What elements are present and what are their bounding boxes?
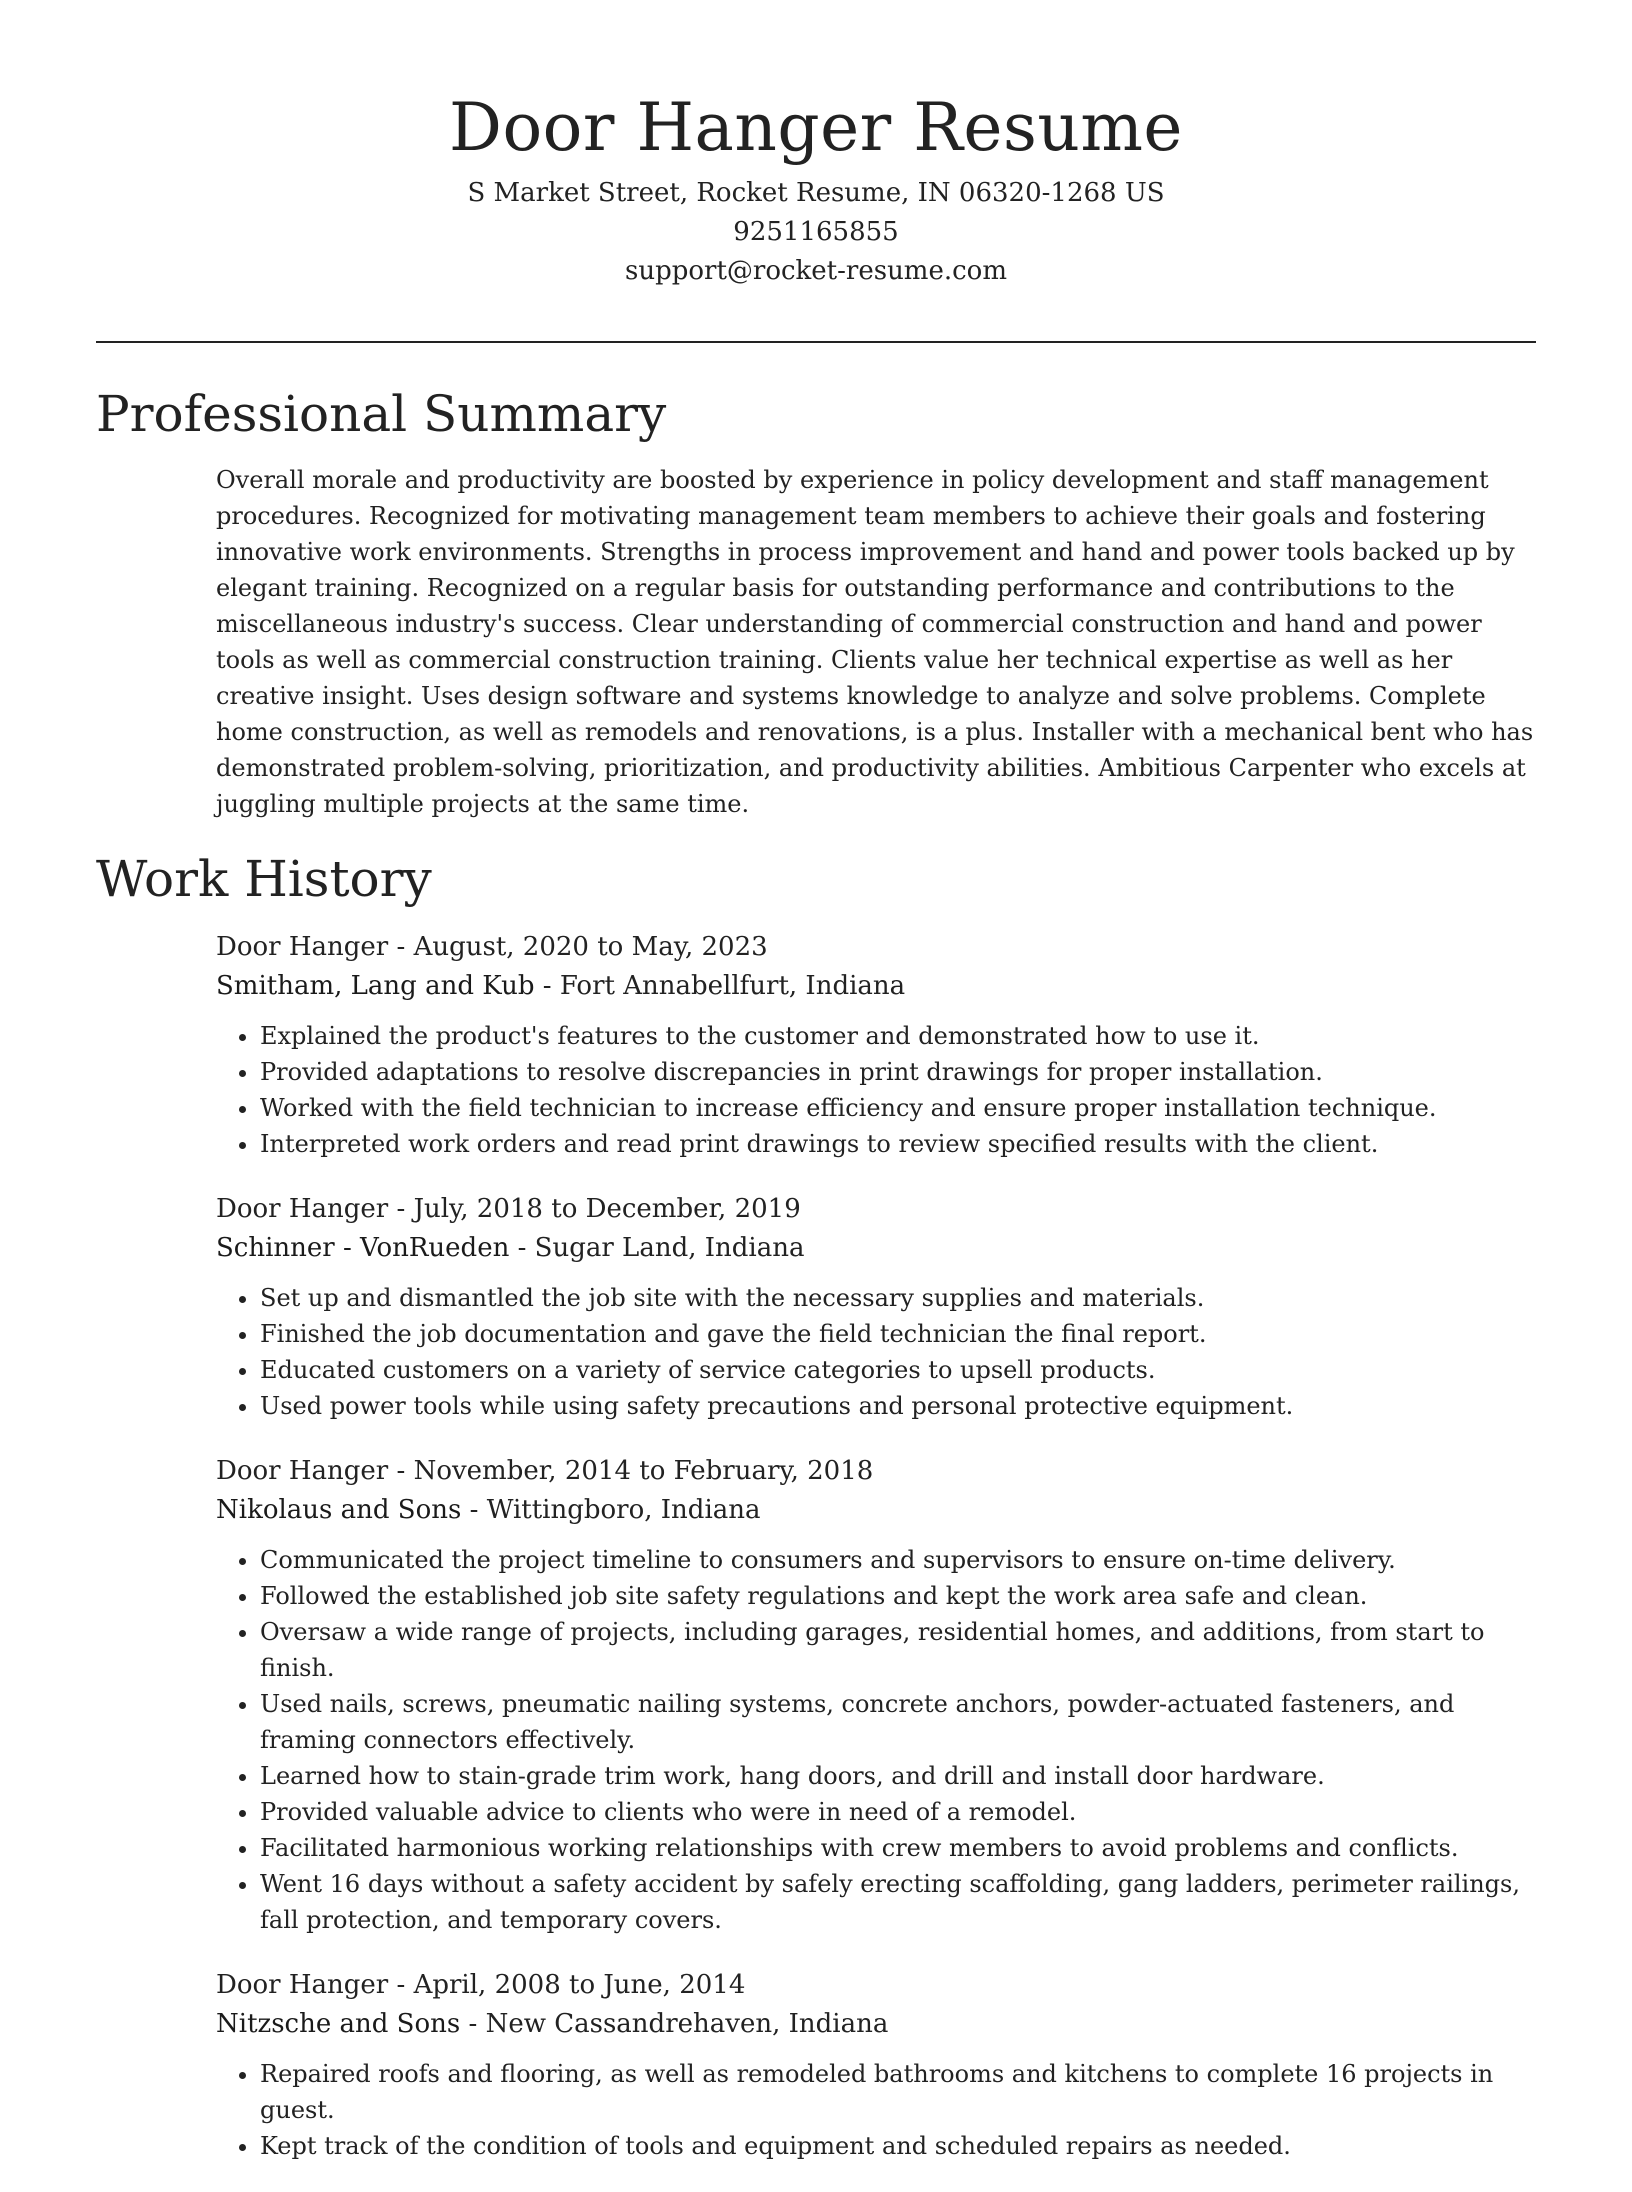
separator: -	[461, 1495, 487, 1525]
job-entry	[216, 928, 1546, 1162]
job-company-line	[216, 1491, 1546, 1530]
separator: -	[534, 971, 560, 1001]
job-duty: • Finished the job documentation and gave the field technician the final report.	[260, 1316, 1546, 1352]
address: S Market Street, Rocket Resume, IN 06320-1268 US	[467, 178, 1165, 208]
job-duty: • Used power tools while using safety precautions and personal protective equipment.	[260, 1388, 1546, 1424]
separator: -	[509, 1233, 535, 1263]
job-company-line	[216, 1229, 1546, 1268]
job-duty: • Communicated the project timeline to consumers and supervisors to ensure on-time delivery.	[260, 1542, 1546, 1578]
job-title-line	[216, 928, 1546, 967]
job-duty: • Kept track of the condition of tools and equipment and scheduled repairs as needed.	[260, 2128, 1546, 2164]
job-company-line	[216, 967, 1546, 1006]
separator: -	[388, 1970, 414, 2000]
separator: -	[388, 932, 414, 962]
phone-number: 9251165855	[733, 217, 899, 247]
job-duty: • Went 16 days without a safety accident by safely erecting scaffolding, gang ladders, perimeter railings, fall protection, and temporary covers.	[260, 1866, 1546, 1938]
job-duties-list	[216, 1018, 1546, 1162]
contact-info	[96, 174, 1536, 291]
summary-heading: Professional Summary	[96, 385, 667, 443]
job-entry	[216, 1966, 1546, 2164]
job-role: Door Hanger	[216, 1970, 389, 2000]
job-duty: • Facilitated harmonious working relationships with crew members to avoid problems and conflicts.	[260, 1830, 1546, 1866]
company-name: Nitzsche and Sons	[216, 2009, 461, 2039]
separator: -	[388, 1194, 414, 1224]
email-address: support@rocket-resume.com	[624, 256, 1007, 286]
job-dates: July, 2018 to December, 2019	[413, 1194, 801, 1224]
job-dates: April, 2008 to June, 2014	[413, 1970, 746, 2000]
job-role: Door Hanger	[216, 932, 389, 962]
job-title-line	[216, 1452, 1546, 1491]
job-duty: • Provided valuable advice to clients who were in need of a remodel.	[260, 1794, 1546, 1830]
job-entry	[216, 1190, 1546, 1424]
job-duty: • Provided adaptations to resolve discrepancies in print drawings for proper installation.	[260, 1054, 1546, 1090]
resume-name: Door Hanger Resume	[449, 89, 1183, 166]
job-duties-list	[216, 2056, 1546, 2164]
job-duty: • Used nails, screws, pneumatic nailing systems, concrete anchors, powder-actuated fasteners, and framing connectors effectively.	[260, 1686, 1546, 1758]
separator: -	[460, 2009, 486, 2039]
job-duty: • Interpreted work orders and read print drawings to review specified results with the client.	[260, 1126, 1546, 1162]
job-title-line	[216, 1190, 1546, 1229]
job-duty: • Worked with the field technician to increase efficiency and ensure proper installation technique.	[260, 1090, 1546, 1126]
job-role: Door Hanger	[216, 1194, 389, 1224]
job-duties-list	[216, 1280, 1546, 1424]
job-dates: August, 2020 to May, 2023	[413, 932, 768, 962]
job-duty: • Oversaw a wide range of projects, including garages, residential homes, and additions, from start to finish.	[260, 1614, 1546, 1686]
job-duty: • Learned how to stain-grade trim work, hang doors, and drill and install door hardware.	[260, 1758, 1546, 1794]
job-location: New Cassandrehaven, Indiana	[485, 2009, 889, 2039]
summary-text: Overall morale and productivity are boosted by experience in policy development and staff management procedures. Recognized for motivating management team members to achieve their goals and fostering innovative work environments. Strengths in process improvement and hand and power tools backed up by elegant training. Recognized on a regular basis for outstanding performance and contributions to the miscellaneous industry's success. Clear understanding of commercial construction and hand and power tools as well as commercial construction training. Clients value her technical expertise as well as her creative insight. Uses design software and systems knowledge to analyze and solve problems. Complete home construction, as well as remodels and renovations, is a plus. Installer with a mechanical bent who has demonstrated problem-solving, prioritization, and productivity abilities. Ambitious Carpenter who excels at juggling multiple projects at the same time.	[216, 466, 1534, 818]
job-dates: November, 2014 to February, 2018	[413, 1456, 874, 1486]
job-duty: • Set up and dismantled the job site with the necessary supplies and materials.	[260, 1280, 1546, 1316]
job-duties-list	[216, 1542, 1546, 1938]
job-role: Door Hanger	[216, 1456, 389, 1486]
resume-header	[96, 82, 1536, 291]
company-name: Schinner - VonRueden	[216, 1233, 510, 1263]
work-history-list	[216, 928, 1546, 2192]
job-duty: • Repaired roofs and flooring, as well as remodeled bathrooms and kitchens to complete 16 projects in guest.	[260, 2056, 1546, 2128]
job-location: Wittingboro, Indiana	[486, 1495, 761, 1525]
work-history-heading: Work History	[96, 850, 432, 908]
company-name: Nikolaus and Sons	[216, 1495, 462, 1525]
job-duty: • Explained the product's features to the customer and demonstrated how to use it.	[260, 1018, 1546, 1054]
job-title-line	[216, 1966, 1546, 2005]
job-location: Fort Annabellfurt, Indiana	[559, 971, 906, 1001]
job-entry	[216, 1452, 1546, 1938]
job-location: Sugar Land, Indiana	[534, 1233, 805, 1263]
job-duty: • Educated customers on a variety of service categories to upsell products.	[260, 1352, 1546, 1388]
company-name: Smitham, Lang and Kub	[216, 971, 535, 1001]
header-divider	[96, 341, 1536, 343]
job-duty: • Followed the established job site safety regulations and kept the work area safe and clean.	[260, 1578, 1546, 1614]
separator: -	[388, 1456, 414, 1486]
job-company-line	[216, 2005, 1546, 2044]
